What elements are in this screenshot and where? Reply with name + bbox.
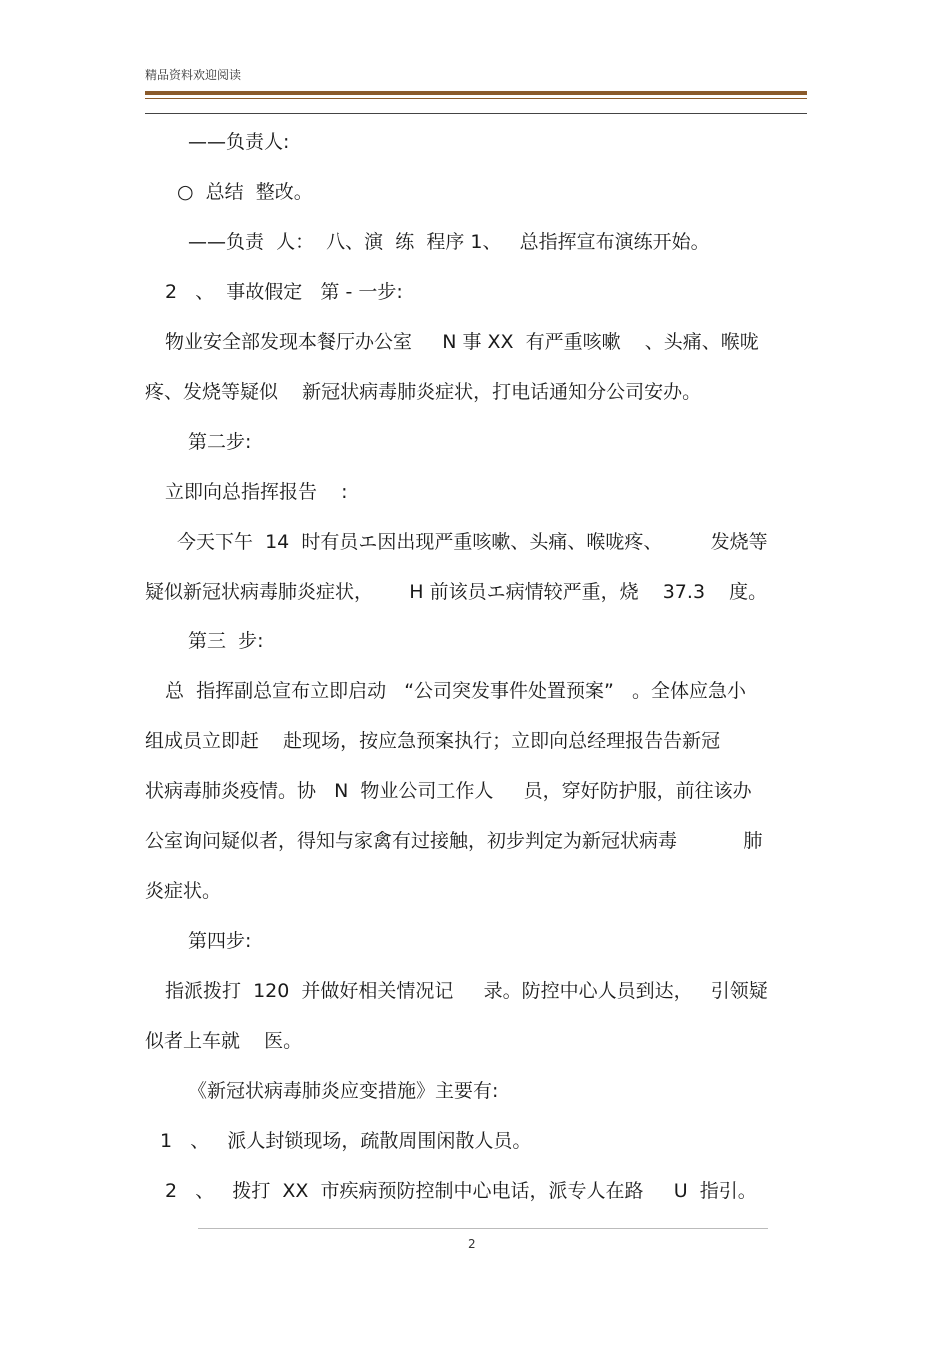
text-line: 立即向总指挥报告 :	[165, 481, 348, 503]
text-line: 公室询问疑似者，得知与家禽有过接触，初步判定为新冠状病毒 肺	[145, 830, 763, 852]
body-top-rule	[145, 113, 807, 114]
footer-rule	[198, 1228, 768, 1229]
header-rule-thin	[145, 98, 807, 99]
text-line: 疼、发烧等疑似 新冠状病毒肺炎症状，打电话通知分公司安办。	[145, 381, 702, 403]
text-line: 炎症状。	[145, 880, 222, 902]
text-line: ——负责 人： 八、演 练 程序 1、 总指挥宣布演练开始。	[188, 231, 710, 253]
text-line: ——负责人:	[188, 131, 290, 153]
text-line: 今天下午 14 时有员エ因出现严重咳嗽、头痛、喉咙疼、 发烧等	[177, 531, 768, 553]
text-line: 指派拨打 120 并做好相关情况记 录。防控中心人员到达， 引领疑	[165, 980, 768, 1002]
text-line: 2 、 事故假定 第 - 一步:	[165, 281, 403, 303]
text-line: 第二步:	[188, 431, 252, 453]
header-rule-thick	[145, 91, 807, 95]
text-line: 第四步:	[188, 930, 252, 952]
text-line: 似者上车就 医。	[145, 1030, 303, 1052]
text-line: ○ 总结 整改。	[177, 181, 313, 203]
page-header: 精品资料欢迎阅读	[145, 68, 242, 82]
text-line: 组成员立即赶 赴现场，按应急预案执行；立即向总经理报告告新冠	[145, 730, 721, 752]
text-line: 物业安全部发现本餐厅办公室 N 事 XX 有严重咳嗽 、头痛、喉咙	[165, 331, 759, 353]
text-line: 1 、 派人封锁现场，疏散周围闲散人员。	[160, 1130, 532, 1152]
text-line: 疑似新冠状病毒肺炎症状， H 前该员エ病情较严重，烧 37.3 度。	[145, 581, 768, 603]
text-line: 《新冠状病毒肺炎应变措施》主要有:	[188, 1080, 499, 1102]
text-line: 状病毒肺炎疫情。协 N 物业公司工作人 员，穿好防护服，前往该办	[145, 780, 752, 802]
page-number: 2	[468, 1237, 476, 1251]
text-line: 总 指挥副总宣布立即启动 “公司突发事件处置预案” 。全体应急小	[165, 680, 747, 702]
text-line: 第三 步:	[188, 630, 264, 652]
text-line: 2 、 拨打 XX 市疾病预防控制中心电话，派专人在路 U 指引。	[165, 1180, 757, 1202]
